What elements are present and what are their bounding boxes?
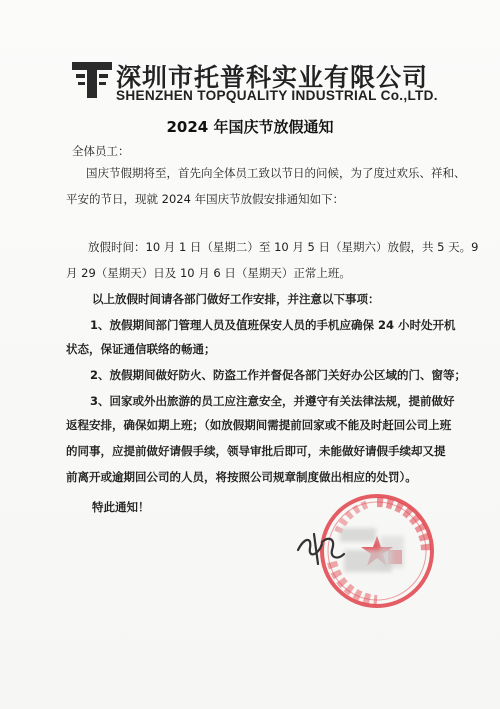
item-3-line-4: 前离开或逾期回公司的人员，将按照公司规章制度做出相应的处罚）。 <box>66 470 417 484</box>
item-3-line-3: 的同事，应提前做好请假手续，领导审批后即可，未能做好请假手续却又提 <box>66 444 446 458</box>
item-3-line-1: 3、回家或外出旅游的员工应注意安全，并遵守有关法律法规，提前做好 <box>90 394 455 408</box>
item-3-line-2: 返程安排，确保如期上班；（如放假期间需提前回家或不能及时赶回公司上班 <box>66 418 452 432</box>
company-logo-icon <box>72 60 112 100</box>
letterhead <box>72 58 438 108</box>
item-1-line-1: 1、放假期间部门管理人员及值班保安人员的手机应确保 24 小时处开机 <box>90 318 456 332</box>
item-2-line-1: 2、放假期间做好防火、防盗工作并督促各部门关好办公区域的门、窗等； <box>90 368 466 382</box>
intro-line-2: 平安的节日，现就 2024 年国庆节放假安排通知如下： <box>66 192 345 206</box>
holiday-line-1: 放假时间：10 月 1 日（星期二）至 10 月 5 日（星期六）放假，共 5 天。9 <box>88 240 479 254</box>
salutation: 全体员工： <box>72 144 130 158</box>
notice-title: 2024 年国庆节放假通知 <box>166 118 334 136</box>
holiday-line-2: 月 29（星期天）日及 10 月 6 日（星期天）正常上班。 <box>66 266 351 280</box>
redacted-block <box>380 536 404 568</box>
item-1-line-2: 状态，保证通信联络的畅通； <box>66 342 216 356</box>
handwritten-signature <box>292 520 352 570</box>
company-name-en: SHENZHEN TOPQUALITY INDUSTRIAL Co.,LTD. <box>116 88 438 103</box>
closing: 特此通知！ <box>92 500 150 514</box>
notice-intro: 以上放假时间请各部门做好工作安排，并注意以下事项： <box>92 292 380 306</box>
intro-line-1: 国庆节假期将至，首先向全体员工致以节日的问候，为了度过欢乐、祥和、 <box>86 166 466 180</box>
company-name-cn: 深圳市托普科实业有限公司 <box>116 63 429 92</box>
